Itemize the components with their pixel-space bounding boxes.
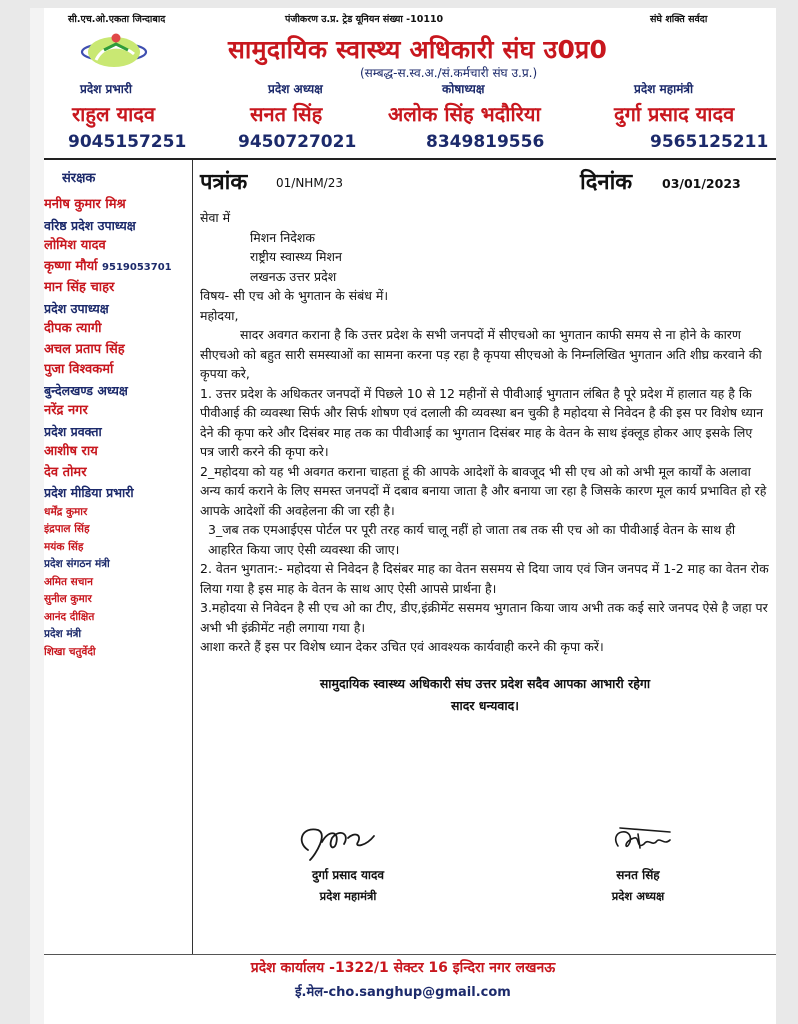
signatory-title: प्रदेश महामंत्री: [319, 889, 377, 903]
sidebar-designation: वरिष्ठ प्रदेश उपाध्यक्ष: [44, 217, 136, 233]
sidebar-divider: [192, 160, 193, 954]
signature-president: [548, 820, 728, 904]
officer-role-treasurer: कोषाध्यक्ष: [442, 82, 485, 96]
page-edge: [30, 8, 44, 1024]
sidebar-member: देव तोमर: [44, 464, 87, 480]
salutation: महोदया,: [200, 307, 239, 323]
officer-role-incharge: प्रदेश प्रभारी: [80, 82, 132, 96]
sidebar-member: शिखा चतुर्वेदी: [44, 645, 96, 658]
letter-date: 03/01/2023: [662, 176, 741, 191]
letter-paragraph: 3.महोदया से निवेदन है सी एच ओ का टीए, डीए,इंक्रीमेंट ससमय भुगतान किया जाय अभी तक कई सारे जनपद ऐसे है जहा पर अभी भी इंक्रीमेंट नही लगाया गया है।: [200, 600, 768, 635]
officer-phone-president: 9450727021: [238, 132, 357, 152]
letter-body: [200, 166, 770, 717]
office-email: ई.मेल-cho.sanghup@gmail.com: [295, 985, 511, 1000]
letter-paragraph: आशा करते हैं इस पर विशेष ध्यान देकर उचित एवं आवश्यक कार्यवाही करने की कृपा करें।: [200, 639, 604, 654]
office-address: प्रदेश कार्यालय -1322/1 सेक्टर 16 इन्दिरा नगर लखनऊ: [250, 960, 556, 976]
officer-phone-treasurer: 8349819556: [426, 132, 545, 152]
sidebar-member: दीपक त्यागी: [44, 321, 102, 336]
organization-logo: [78, 30, 150, 72]
signature-general-secretary: [258, 820, 438, 904]
sidebar-designation: प्रदेश उपाध्यक्ष: [44, 300, 109, 316]
officer-role-general-secretary: प्रदेश महामंत्री: [634, 82, 694, 96]
signatory-name: दुर्गा प्रसाद यादव: [311, 868, 385, 882]
sidebar-member: अमित सचान: [44, 575, 93, 588]
letter-text: [200, 208, 770, 657]
sidebar-member: सुनील कुमार: [44, 593, 92, 605]
sidebar-member: नरेंद्र नगर: [44, 403, 88, 418]
reference-number: 01/NHM/23: [276, 176, 343, 190]
officer-name-incharge: राहुल यादव: [72, 102, 156, 126]
closing-thanks: सादर धन्यवाद।: [451, 697, 519, 713]
address-line: मिशन निदेशक: [250, 229, 316, 245]
reference-row: [200, 166, 770, 208]
sidebar-member: मयंक सिंह: [44, 540, 84, 553]
sidebar-member: इंद्रपाल सिंह: [44, 523, 90, 535]
sidebar-member: धर्मेंद्र कुमार: [44, 505, 88, 518]
letter-paragraph: सादर अवगत कराना है कि उत्तर प्रदेश के सभी जनपदों में सीएचओ का भुगतान काफी समय से ना होने के कारण सीएचओ को बहुत सारी समस्याओं का सामना करना पड़ रहा है कृपया सीएचओ के निम्नलिखित भुगतान अति शीघ्र करवाने की कृपया करे,: [200, 327, 762, 381]
officer-phone-general-secretary: 9565125211: [650, 132, 769, 152]
sidebar-member: लोमिश यादव: [44, 238, 106, 253]
date-label: दिनांक: [580, 170, 633, 195]
address-line: सेवा में: [200, 210, 231, 225]
officer-name-general-secretary: दुर्गा प्रसाद यादव: [614, 102, 735, 126]
footer-divider: [44, 954, 776, 955]
organization-name: सामुदायिक स्वास्थ्य अधिकारी संघ उ0प्र0: [228, 35, 608, 64]
header-divider: [44, 158, 776, 160]
sidebar-member: आशीष राय: [44, 444, 98, 459]
officer-name-treasurer: अलोक सिंह भदौरिया: [388, 102, 541, 126]
officer-role-president: प्रदेश अध्यक्ष: [268, 82, 323, 96]
closing-line: सामुदायिक स्वास्थ्य अधिकारी संघ उत्तर प्रदेश सदैव आपका आभारी रहेगा: [319, 675, 651, 691]
signature-mark: [288, 820, 408, 864]
closing-block: [200, 673, 770, 717]
sidebar-designation: प्रदेश संगठन मंत्री: [44, 558, 110, 570]
address-line: लखनऊ उत्तर प्रदेश: [250, 268, 337, 284]
signature-mark: [578, 820, 698, 864]
sidebar-designation: प्रदेश मंत्री: [44, 628, 82, 640]
signatory-name: सनत सिंह: [616, 868, 660, 882]
slogan-right: संघे शक्ति सर्वदा: [650, 14, 708, 25]
letter-paragraph: 2. वेतन भुगतान:- महोदया से निवेदन है दिसंबर माह का वेतन ससमय से दिया जाय एवं जिन जनपद में 1-2 माह का वेतन रोक लिया गया है इस माह के वेतन के साथ आए ऐसी आपसे प्रार्थना है।: [200, 561, 769, 596]
address-line: राष्ट्रीय स्वास्थ्य मिशन: [250, 249, 342, 264]
reference-label: पत्रांक: [200, 170, 248, 195]
letter-paragraph: 1. उत्तर प्रदेश के अधिकतर जनपदों में पिछले 10 से 12 महीनों से पीवीआई भुगतान लंबित है पूरे प्रदेश में हालात यह है कि पीवीआई की व्यवस्था सिर्फ और सिर्फ शोषण एवं दलाली की व्यवस्था बन चुकी है महोदया से निवेदन है की इस पर विशेष ध्यान देने की कृपा करे और दिसंबर माह तक का पीवीआई का भुगतान दिसंबर माह के वेतन के साथ इंक्लूड होकर आए इसके लिए पत्र जारी करने की कृपा करे।: [200, 385, 764, 459]
sidebar-member: कृष्णा मौर्या: [44, 258, 98, 274]
sidebar-member: मनीष कुमार मिश्र: [44, 197, 126, 212]
sidebar-member: अचल प्रताप सिंह: [44, 341, 125, 357]
sidebar-member-phone: 9519053701: [102, 261, 172, 273]
sidebar-heading: संरक्षक: [62, 171, 96, 186]
letter-paragraph: 2_महोदया को यह भी अवगत कराना चाहता हूं की आपके आदेशों के बावजूद भी सी एच ओ को अभी मूल कार्यों के अलावा अन्य कार्य कराने के लिए समस्त जनपदों में दबाव बनाया जाता है और बनाया जा रहा है जिसके कारण मूल कार्य प्रभावित हो रहे आपके आदेशों की अवहेलना की जा रही है।: [200, 463, 767, 518]
sidebar-designation: प्रदेश मीडिया प्रभारी: [44, 485, 134, 500]
officer-phone-incharge: 9045157251: [68, 132, 187, 152]
letterhead-page: [30, 8, 776, 1024]
signatory-title: प्रदेश अध्यक्ष: [611, 889, 665, 903]
sidebar-member: पुजा विश्वकर्मा: [44, 362, 114, 377]
sidebar-member: आनंद दीक्षित: [44, 610, 95, 623]
affiliation-line: (सम्बद्ध-स.स्व.अ./सं.कर्मचारी संघ उ.प्र.): [360, 66, 538, 80]
slogan-left: सी.एच.ओ.एकता जिन्दाबाद: [68, 14, 166, 25]
subject-line: विषय- सी एच ओ के भुगतान के संबंध में।: [200, 288, 389, 303]
registration-number: पंजीकरण उ.प्र. ट्रेड यूनियन संख्या -10110: [285, 14, 444, 25]
officer-name-president: सनत सिंह: [250, 102, 323, 126]
sidebar-designation: प्रदेश प्रवक्ता: [44, 423, 102, 439]
sidebar-designation: बुन्देलखण्ड अध्यक्ष: [44, 382, 128, 398]
sidebar-member: मान सिंह चाहर: [44, 280, 115, 295]
sidebar-member-with-phone: [44, 257, 190, 279]
sidebar-member-list: [44, 168, 190, 661]
letter-paragraph: 3_जब तक एमआईएस पोर्टल पर पूरी तरह कार्य चालू नहीं हो जाता तब तक सी एच ओ का पीवीआई वेतन के साथ ही आहरित किया जाए ऐसी व्यवस्था की जाए।: [208, 522, 736, 557]
